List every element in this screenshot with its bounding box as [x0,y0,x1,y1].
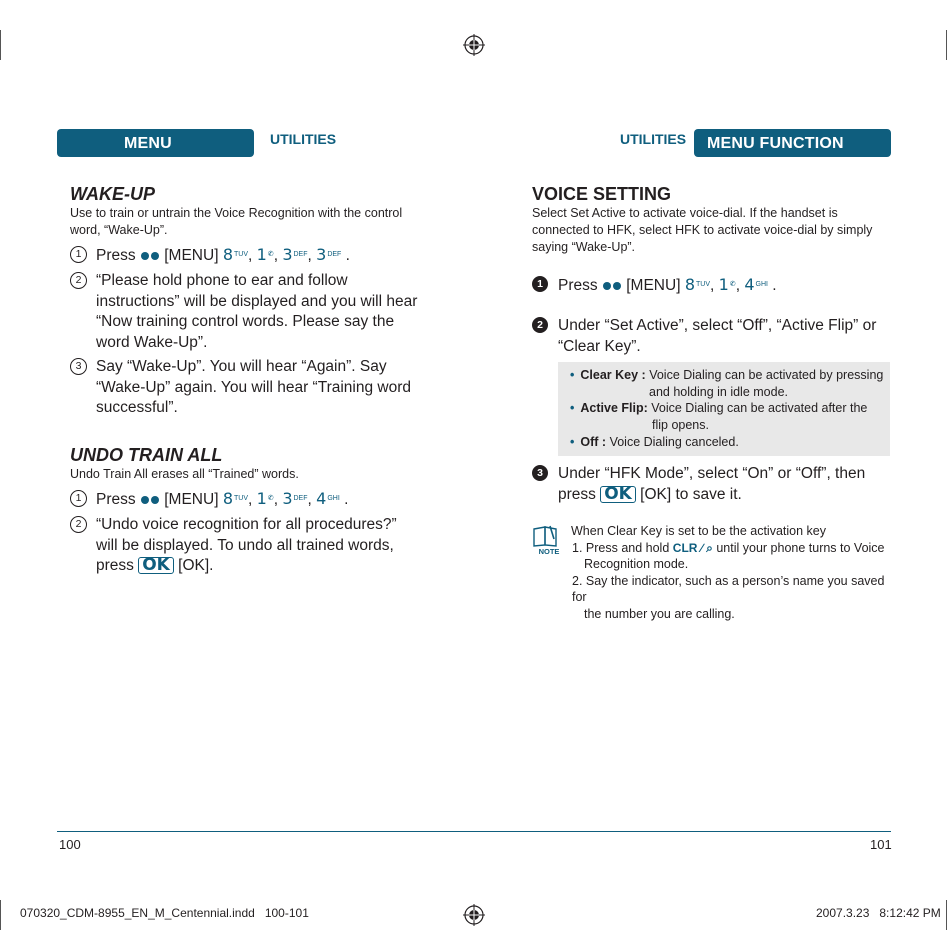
key-1-voicemail-icon: 1✆ [718,275,736,294]
undo-section [70,445,430,483]
wakeup-step-3: 3 Say “Wake-Up”. You will hear “Again”. Say “Wake-Up” again. You will hear “Training word successful”. [70,357,420,419]
voice-setting-desc: Select Set Active to activate voice-dial. If the handset is connected to HFK, select HFK to activate voice-dial by simply saying “Wake-Up”. [532,206,873,254]
page-number-left: 100 [59,837,81,852]
ok-key-icon: OK [600,486,636,503]
undo-desc: Undo Train All erases all “Trained” words. [70,467,299,481]
registration-mark-icon [463,904,485,926]
nav-key-icon [151,496,159,504]
option-off: • Off : Voice Dialing canceled. [570,435,739,449]
step-number: 3 [532,465,548,481]
note-icon: NOTE [532,525,562,557]
key-1-voicemail-icon: 1✆ [256,489,274,508]
print-slug-timestamp: 2007.3.23 8:12:42 PM [816,906,941,920]
undo-title: UNDO TRAIN ALL [70,445,223,465]
voice-step-3: 3 Under “HFK Mode”, select “On” or “Off”, then press OK [OK] to save it. [532,464,882,505]
crop-mark [0,900,1,930]
print-slug-file: 070320_CDM-8955_EN_M_Centennial.indd 100-101 [20,906,309,920]
crop-mark [946,30,947,60]
key-4-icon: $4^{GHI}$ [316,489,340,508]
step-number: 2 [532,317,548,333]
nav-key-icon [603,282,611,290]
key-8-icon: $8^{TUV}$ [222,245,248,264]
wakeup-title: WAKE-UP [70,184,155,204]
wakeup-step-1: 1 Press [MENU] $8^{TUV}$, 1✆, $3^{DEF}$, $3^{DEF}$ . [70,245,430,267]
wakeup-desc: Use to train or untrain the Voice Recognition with the control word, “Wake-Up”. [70,206,403,237]
key-3-icon: $3^{DEF}$ [282,489,308,508]
voice-step-1: 1 Press [MENU] $8^{TUV}$, 1✆, $4^{GHI}$ . [532,275,892,297]
step-number: 1 [532,276,548,292]
ok-key-icon: OK [138,557,174,574]
key-1-voicemail-icon: 1✆ [256,245,274,264]
nav-key-icon [151,252,159,260]
key-8-icon: $8^{TUV}$ [684,275,710,294]
crop-mark [946,900,947,930]
note-text: When Clear Key is set to be the activation key 1. Press and hold CLR ∕ ⌕ until your phone turns to Voice Recognition mode. 2. Say the indicator, such as a person’s name you saved for the number you are calling. [571,524,885,621]
registration-mark-icon [463,34,485,56]
step-number: 2 [70,516,87,533]
nav-key-icon [141,252,149,260]
bottom-rule [57,831,891,832]
voice-setting-section [532,184,882,256]
undo-step-1: 1 Press [MENU] $8^{TUV}$, 1✆, $3^{DEF}$, $4^{GHI}$ . [70,489,430,511]
nav-key-icon [141,496,149,504]
option-clear-key: • Clear Key : Voice Dialing can be activated by pressing and holding in idle mode. [570,368,884,399]
key-8-icon: $8^{TUV}$ [222,489,248,508]
voice-step-2: 2 Under “Set Active”, select “Off”, “Active Flip” or “Clear Key”. [532,316,882,357]
wakeup-step-2: 2 “Please hold phone to ear and follow instructions” will be displayed and you will hear “Now training control words. Please say the word Wake-Up”. [70,271,420,353]
page-number-right: 101 [870,837,892,852]
header-pill-left: MENU FUNCTION [57,129,254,157]
header-tab-right: UTILITIES [620,131,687,147]
header-pill-right: MENU FUNCTION [694,129,891,157]
step-number: 2 [70,272,87,289]
voice-setting-title: VOICE SETTING [532,184,672,204]
wakeup-section [70,184,430,239]
header-tab-left: UTILITIES [270,131,337,147]
step-number: 1 [70,246,87,263]
undo-step-2: 2 “Undo voice recognition for all procedures?” will be displayed. To undo all trained words, press OK [OK]. [70,515,400,577]
option-active-flip: • Active Flip: Voice Dialing can be activated after the flip opens. [570,401,868,432]
clear-key-icon: CLR ∕ ⌕ [672,540,713,555]
crop-mark [0,30,1,60]
step-number: 1 [70,490,87,507]
key-3-icon: $3^{DEF}$ [316,245,342,264]
key-4-icon: $4^{GHI}$ [744,275,768,294]
key-3-icon: $3^{DEF}$ [282,245,308,264]
step-number: 3 [70,358,87,375]
nav-key-icon [613,282,621,290]
